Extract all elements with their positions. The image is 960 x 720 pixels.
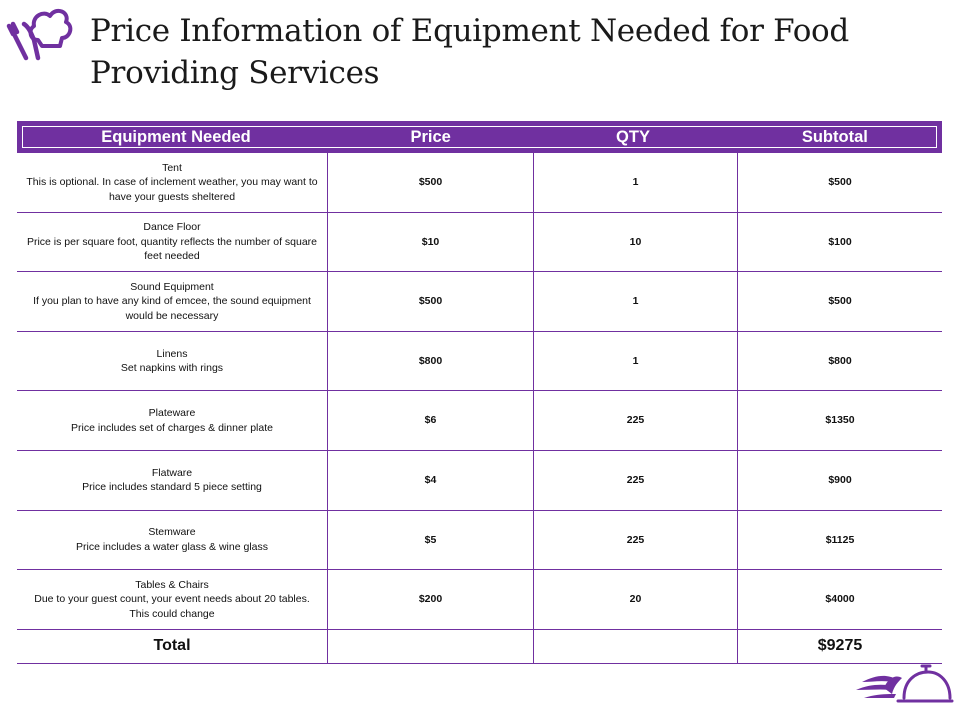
equipment-cell: [17, 213, 327, 272]
equipment-desc: This is optional. In case of inclement weather, you may want to have your guests sheltered: [26, 176, 318, 203]
equipment-name: Plateware: [148, 407, 196, 420]
total-label: Total: [153, 637, 191, 654]
price-cell: $6: [327, 391, 533, 450]
chef-hat-utensils-icon: [4, 0, 74, 70]
subtotal-cell: $500: [737, 153, 942, 212]
table-row: [17, 213, 942, 273]
equipment-cell: [17, 511, 327, 570]
equipment-cell: [17, 272, 327, 331]
price-cell: $4: [327, 451, 533, 510]
equipment-cell: [17, 451, 327, 510]
price-cell: $800: [327, 332, 533, 391]
subtotal-cell: $1350: [737, 391, 942, 450]
qty-cell: 1: [533, 332, 737, 391]
equipment-name: Tent: [162, 161, 182, 174]
equipment-name: Dance Floor: [143, 221, 201, 234]
table-header: [17, 121, 942, 153]
price-cell: $10: [327, 213, 533, 272]
equipment-desc: Due to your guest count, your event needs about 20 tables. This could change: [34, 593, 310, 620]
table-row: [17, 272, 942, 332]
qty-cell: 1: [533, 153, 737, 212]
qty-cell: 10: [533, 213, 737, 272]
equipment-name: Flatware: [151, 466, 193, 479]
qty-cell: 20: [533, 570, 737, 629]
table-row: [17, 332, 942, 392]
equipment-cell: [17, 153, 327, 212]
total-row: [17, 630, 942, 664]
table-row: [17, 391, 942, 451]
price-cell: $500: [327, 153, 533, 212]
price-cell: $5: [327, 511, 533, 570]
equipment-desc: Price includes standard 5 piece setting: [82, 481, 262, 494]
qty-cell: 225: [533, 511, 737, 570]
table-row: [17, 153, 942, 213]
equipment-cell: [17, 391, 327, 450]
table-row: [17, 570, 942, 630]
subtotal-cell: $1125: [737, 511, 942, 570]
equipment-desc: If you plan to have any kind of emcee, the sound equipment would be necessary: [33, 295, 311, 322]
equipment-price-table: [17, 121, 942, 664]
header-price: Price: [410, 127, 451, 146]
equipment-cell: [17, 570, 327, 629]
equipment-desc: Price is per square foot, quantity reflects the number of square feet needed: [26, 235, 318, 263]
table-row: [17, 451, 942, 511]
qty-cell: 1: [533, 272, 737, 331]
subtotal-cell: $100: [737, 213, 942, 272]
table-row: [17, 511, 942, 571]
header-qty: QTY: [616, 127, 650, 146]
equipment-desc: Set napkins with rings: [120, 362, 224, 375]
header-equipment: Equipment Needed: [101, 127, 251, 146]
subtotal-cell: $900: [737, 451, 942, 510]
price-cell: $200: [327, 570, 533, 629]
qty-cell: 225: [533, 451, 737, 510]
subtotal-cell: $500: [737, 272, 942, 331]
price-cell: $500: [327, 272, 533, 331]
subtotal-cell: $800: [737, 332, 942, 391]
page-title: Price Information of Equipment Needed for Food Providing Services: [90, 13, 849, 91]
equipment-desc: Price includes set of charges & dinner plate: [71, 421, 273, 434]
empty-cell: [533, 630, 737, 663]
empty-cell: [327, 630, 533, 663]
equipment-name: Sound Equipment: [130, 280, 214, 293]
equipment-name: Linens: [156, 347, 188, 360]
header-subtotal: Subtotal: [801, 127, 868, 146]
subtotal-cell: $4000: [737, 570, 942, 629]
total-value: $9275: [737, 630, 942, 663]
food-cloche-icon: [854, 660, 954, 710]
equipment-name: Stemware: [148, 526, 196, 539]
equipment-name: Tables & Chairs: [135, 578, 209, 591]
equipment-cell: [17, 332, 327, 391]
qty-cell: 225: [533, 391, 737, 450]
equipment-desc: Price includes a water glass & wine glass: [75, 540, 268, 553]
